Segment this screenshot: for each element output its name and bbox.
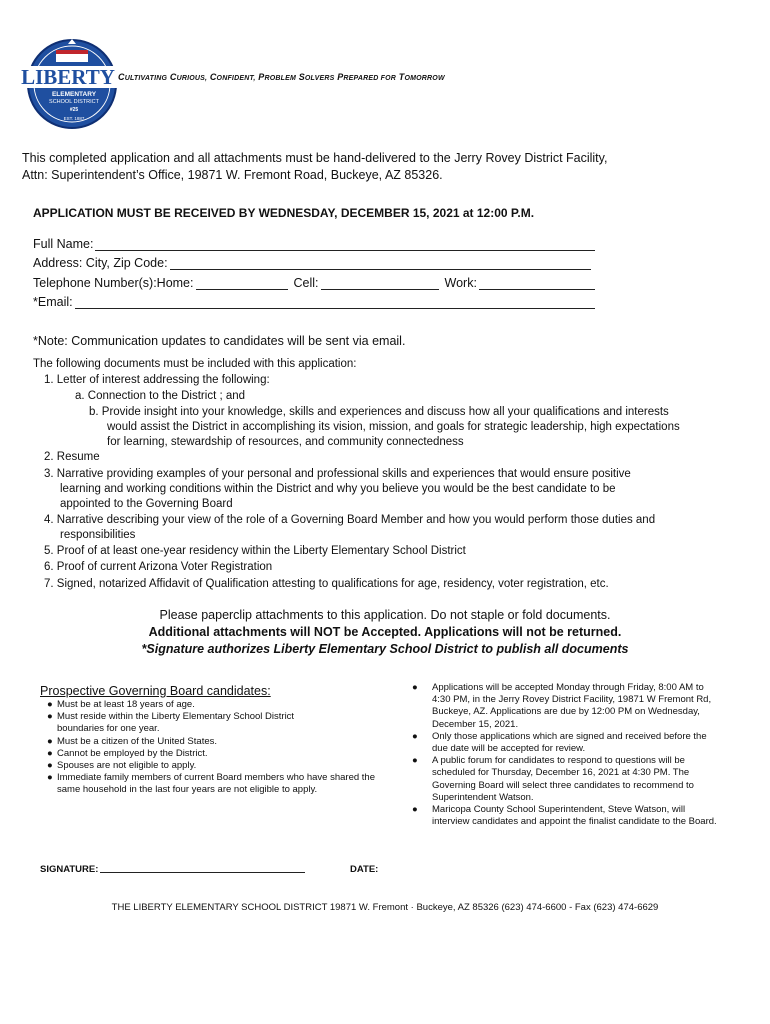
doc-item-1b: b. Provide insight into your knowledge, skills and experiences and discuss how all your qualifications and interests bbox=[89, 406, 669, 418]
list-item: ● Cannot be employed by the District. bbox=[47, 747, 208, 759]
doc-item-1: 1. Letter of interest addressing the following: bbox=[44, 374, 270, 386]
work-phone-line[interactable] bbox=[479, 276, 595, 290]
doc-item-1b: for learning, stewardship of resources, and community connectedness bbox=[107, 436, 464, 448]
footer-address: THE LIBERTY ELEMENTARY SCHOOL DISTRICT 19871 W. Fremont · Buckeye, AZ 85326 (623) 474-6600 - Fax (623) 474-6629 bbox=[111, 902, 659, 913]
list-item: ● Maricopa County School Superintendent, Steve Watson, will interview candidates and appoint the finalist candidate to the Board. bbox=[412, 804, 717, 828]
address-line[interactable] bbox=[170, 256, 591, 270]
doc-item-4: responsibilities bbox=[60, 529, 136, 541]
cell-phone-label: Cell: bbox=[293, 276, 319, 290]
signature-label: SIGNATURE: bbox=[40, 864, 99, 875]
list-item: ● Spouses are not eligible to apply. bbox=[47, 760, 197, 772]
bullet-icon: ● bbox=[47, 760, 53, 772]
address-label: Address: City, Zip Code: bbox=[33, 256, 168, 270]
logo-est: EST. 1887 bbox=[63, 116, 85, 121]
list-item: ● Immediate family members of current Board members who have shared the same household in the last four years are not eligible to apply. bbox=[47, 772, 375, 796]
logo-line1: ELEMENTARY bbox=[51, 91, 97, 98]
list-item: ● Must reside within the Liberty Elementary School District boundaries for one year. bbox=[47, 711, 295, 735]
full-name-field[interactable] bbox=[33, 237, 595, 254]
doc-item-3: learning and working conditions within the District and why you believe you would be the best candidate to be bbox=[60, 483, 616, 495]
doc-item-1a: a. Connection to the District ; and bbox=[75, 390, 246, 402]
logo-line2: SCHOOL DISTRICT bbox=[49, 99, 99, 105]
full-name-line[interactable] bbox=[95, 237, 595, 251]
list-item: ● Only those applications which are signed and received before the due date will be accepted for review. bbox=[412, 730, 707, 755]
email-line[interactable] bbox=[75, 295, 595, 309]
deadline-heading: APPLICATION MUST BE RECEIVED BY WEDNESDAY, DECEMBER 15, 2021 at 12:00 P.M. bbox=[33, 206, 535, 220]
home-phone-label: Telephone Number(s):Home: bbox=[33, 276, 194, 290]
bullet-icon: ● bbox=[47, 747, 53, 759]
bullet-icon: ● bbox=[47, 699, 53, 710]
email-note: *Note: Communication updates to candidates will be sent via email. bbox=[33, 334, 406, 348]
signature-field[interactable] bbox=[40, 864, 305, 875]
doc-item-1b: would assist the District in accomplishing its vision, mission, and goals for strategic leadership, high expectations bbox=[107, 421, 680, 433]
work-phone-label: Work: bbox=[444, 276, 477, 290]
doc-item-3: 3. Narrative providing examples of your personal and professional skills and experiences that would ensure positive bbox=[44, 468, 631, 480]
cell-phone-line[interactable] bbox=[321, 276, 439, 290]
email-field[interactable] bbox=[33, 295, 595, 312]
intro-paragraph bbox=[22, 150, 742, 184]
intro-line: Attn: Superintendent’s Office, 19871 W. Fremont Road, Buckeye, AZ 85326. bbox=[22, 168, 443, 182]
district-tagline: CULTIVATING CURIOUS, CONFIDENT, PROBLEM SOLVERS PREPARED FOR TOMORROW bbox=[118, 72, 445, 82]
signature-line[interactable] bbox=[100, 864, 305, 873]
bullet-icon: ● bbox=[412, 804, 418, 816]
doc-item-3: appointed to the Governing Board bbox=[60, 498, 233, 510]
list-item: ● A public forum for candidates to respond to questions will be scheduled for Thursday, December 16, 2021 at 4:30 PM. The Governing Board will select three candidates to recommend to Superintendent Watson. bbox=[412, 755, 694, 803]
doc-item-4: 4. Narrative describing your view of the role of a Governing Board Member and how you would perform those duties and bbox=[44, 514, 656, 526]
signature-authorization-notice: *Signature authorizes Liberty Elementary School District to publish all documents bbox=[141, 642, 629, 656]
doc-item-2: 2. Resume bbox=[44, 451, 100, 463]
attachments-notice: Additional attachments will NOT be Accepted. Applications will not be returned. bbox=[148, 625, 622, 639]
bullet-icon: ● bbox=[47, 711, 53, 723]
candidate-requirements-list bbox=[45, 699, 375, 797]
district-logo bbox=[18, 38, 118, 130]
home-phone-line[interactable] bbox=[196, 276, 288, 290]
full-name-label: Full Name: bbox=[33, 237, 94, 251]
bullet-icon: ● bbox=[412, 730, 418, 742]
list-item: ● Applications will be accepted Monday through Friday, 8:00 AM to 4:30 PM, in the Jerry Rovey District Facility, 19871 W Fremont Rd, Buckeye, AZ. Applications are due by 12:00 PM on Wednesday, December 15, 2021. bbox=[412, 682, 712, 730]
intro-line: This completed application and all attachments must be hand-delivered to the Jerry Rovey District Facility, bbox=[22, 151, 608, 165]
list-item: ● Must be a citizen of the United States. bbox=[47, 735, 218, 747]
telephone-field[interactable] bbox=[33, 276, 595, 293]
candidates-heading: Prospective Governing Board candidates: bbox=[40, 684, 271, 698]
doc-item-6: 6. Proof of current Arizona Voter Registration bbox=[44, 561, 273, 573]
logo-code: #25 bbox=[69, 107, 79, 113]
bullet-icon: ● bbox=[47, 772, 53, 784]
bullet-icon: ● bbox=[412, 682, 418, 693]
bullet-icon: ● bbox=[47, 735, 53, 747]
application-info-list bbox=[412, 682, 717, 828]
bullet-icon: ● bbox=[412, 755, 418, 767]
address-field[interactable] bbox=[33, 256, 595, 273]
date-label: DATE: bbox=[350, 864, 379, 875]
doc-item-7: 7. Signed, notarized Affidavit of Qualification attesting to qualifications for age, residency, voter registration, etc. bbox=[44, 578, 609, 590]
email-label: *Email: bbox=[33, 295, 73, 309]
required-documents-intro: The following documents must be included with this application: bbox=[33, 358, 357, 370]
list-item: ● Must be at least 18 years of age. bbox=[47, 699, 195, 710]
paperclip-notice: Please paperclip attachments to this application. Do not staple or fold documents. bbox=[159, 608, 611, 622]
logo-name: LIBERTY bbox=[21, 65, 115, 89]
doc-item-5: 5. Proof of at least one-year residency within the Liberty Elementary School District bbox=[44, 545, 466, 557]
